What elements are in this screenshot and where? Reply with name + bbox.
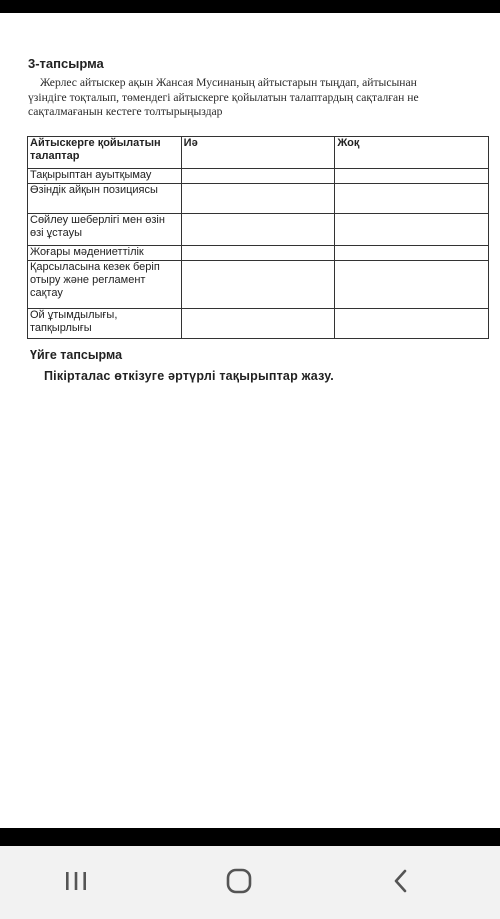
yes-cell [181,214,335,246]
yes-cell [181,246,335,261]
requirement-cell: Жоғары мәдениеттілік [28,246,182,261]
table-row [28,214,489,246]
header-no: Жоқ [335,137,489,169]
no-cell [335,169,489,184]
status-bar [0,0,500,13]
yes-cell [181,309,335,339]
no-cell [335,261,489,309]
header-yes: Иә [181,137,335,169]
yes-cell [181,261,335,309]
task-description: Жерлес айтыскер ақын Жансая Мусинаның айтыстарын тыңдап, айтысынан үзіндіге тоқталып, төмендегі айтыскерге қойылатын талаптардың сақталған не сақталмағанын кестеге толтырыңыздар [28,76,419,118]
home-button[interactable] [219,866,259,896]
requirement-cell: Қарсыласына кезек беріп отыру және регламент сақтау [28,261,182,309]
table-row [28,184,489,214]
table-row [28,261,489,309]
table-row [28,169,489,184]
homework-title: Үйге тапсырма [30,348,123,362]
back-icon [381,866,421,896]
table-row [28,246,489,261]
no-cell [335,214,489,246]
table-row [28,309,489,339]
homework-text: Пікірталас өткізуге әртүрлі тақырыптар жазу. [44,369,334,383]
task-title: 3-тапсырма [28,56,104,71]
home-icon [219,866,259,896]
requirement-cell: Ой ұтымдылығы, тапқырлығы [28,309,182,339]
requirements-table [27,136,489,339]
requirement-cell: Өзіндік айқын позициясы [28,184,182,214]
back-button[interactable] [381,866,421,896]
yes-cell [181,169,335,184]
navigation-bar [0,846,500,919]
requirement-cell: Тақырыптан ауытқымау [28,169,182,184]
requirement-cell: Сөйлеу шеберлігі мен өзін өзі ұстауы [28,214,182,246]
yes-cell [181,184,335,214]
no-cell [335,309,489,339]
recents-button[interactable] [56,866,96,896]
recents-icon [56,866,96,896]
no-cell [335,184,489,214]
screen-edge [0,828,500,846]
no-cell [335,246,489,261]
header-requirements: Айтыскерге қойылатын талаптар [28,137,182,169]
